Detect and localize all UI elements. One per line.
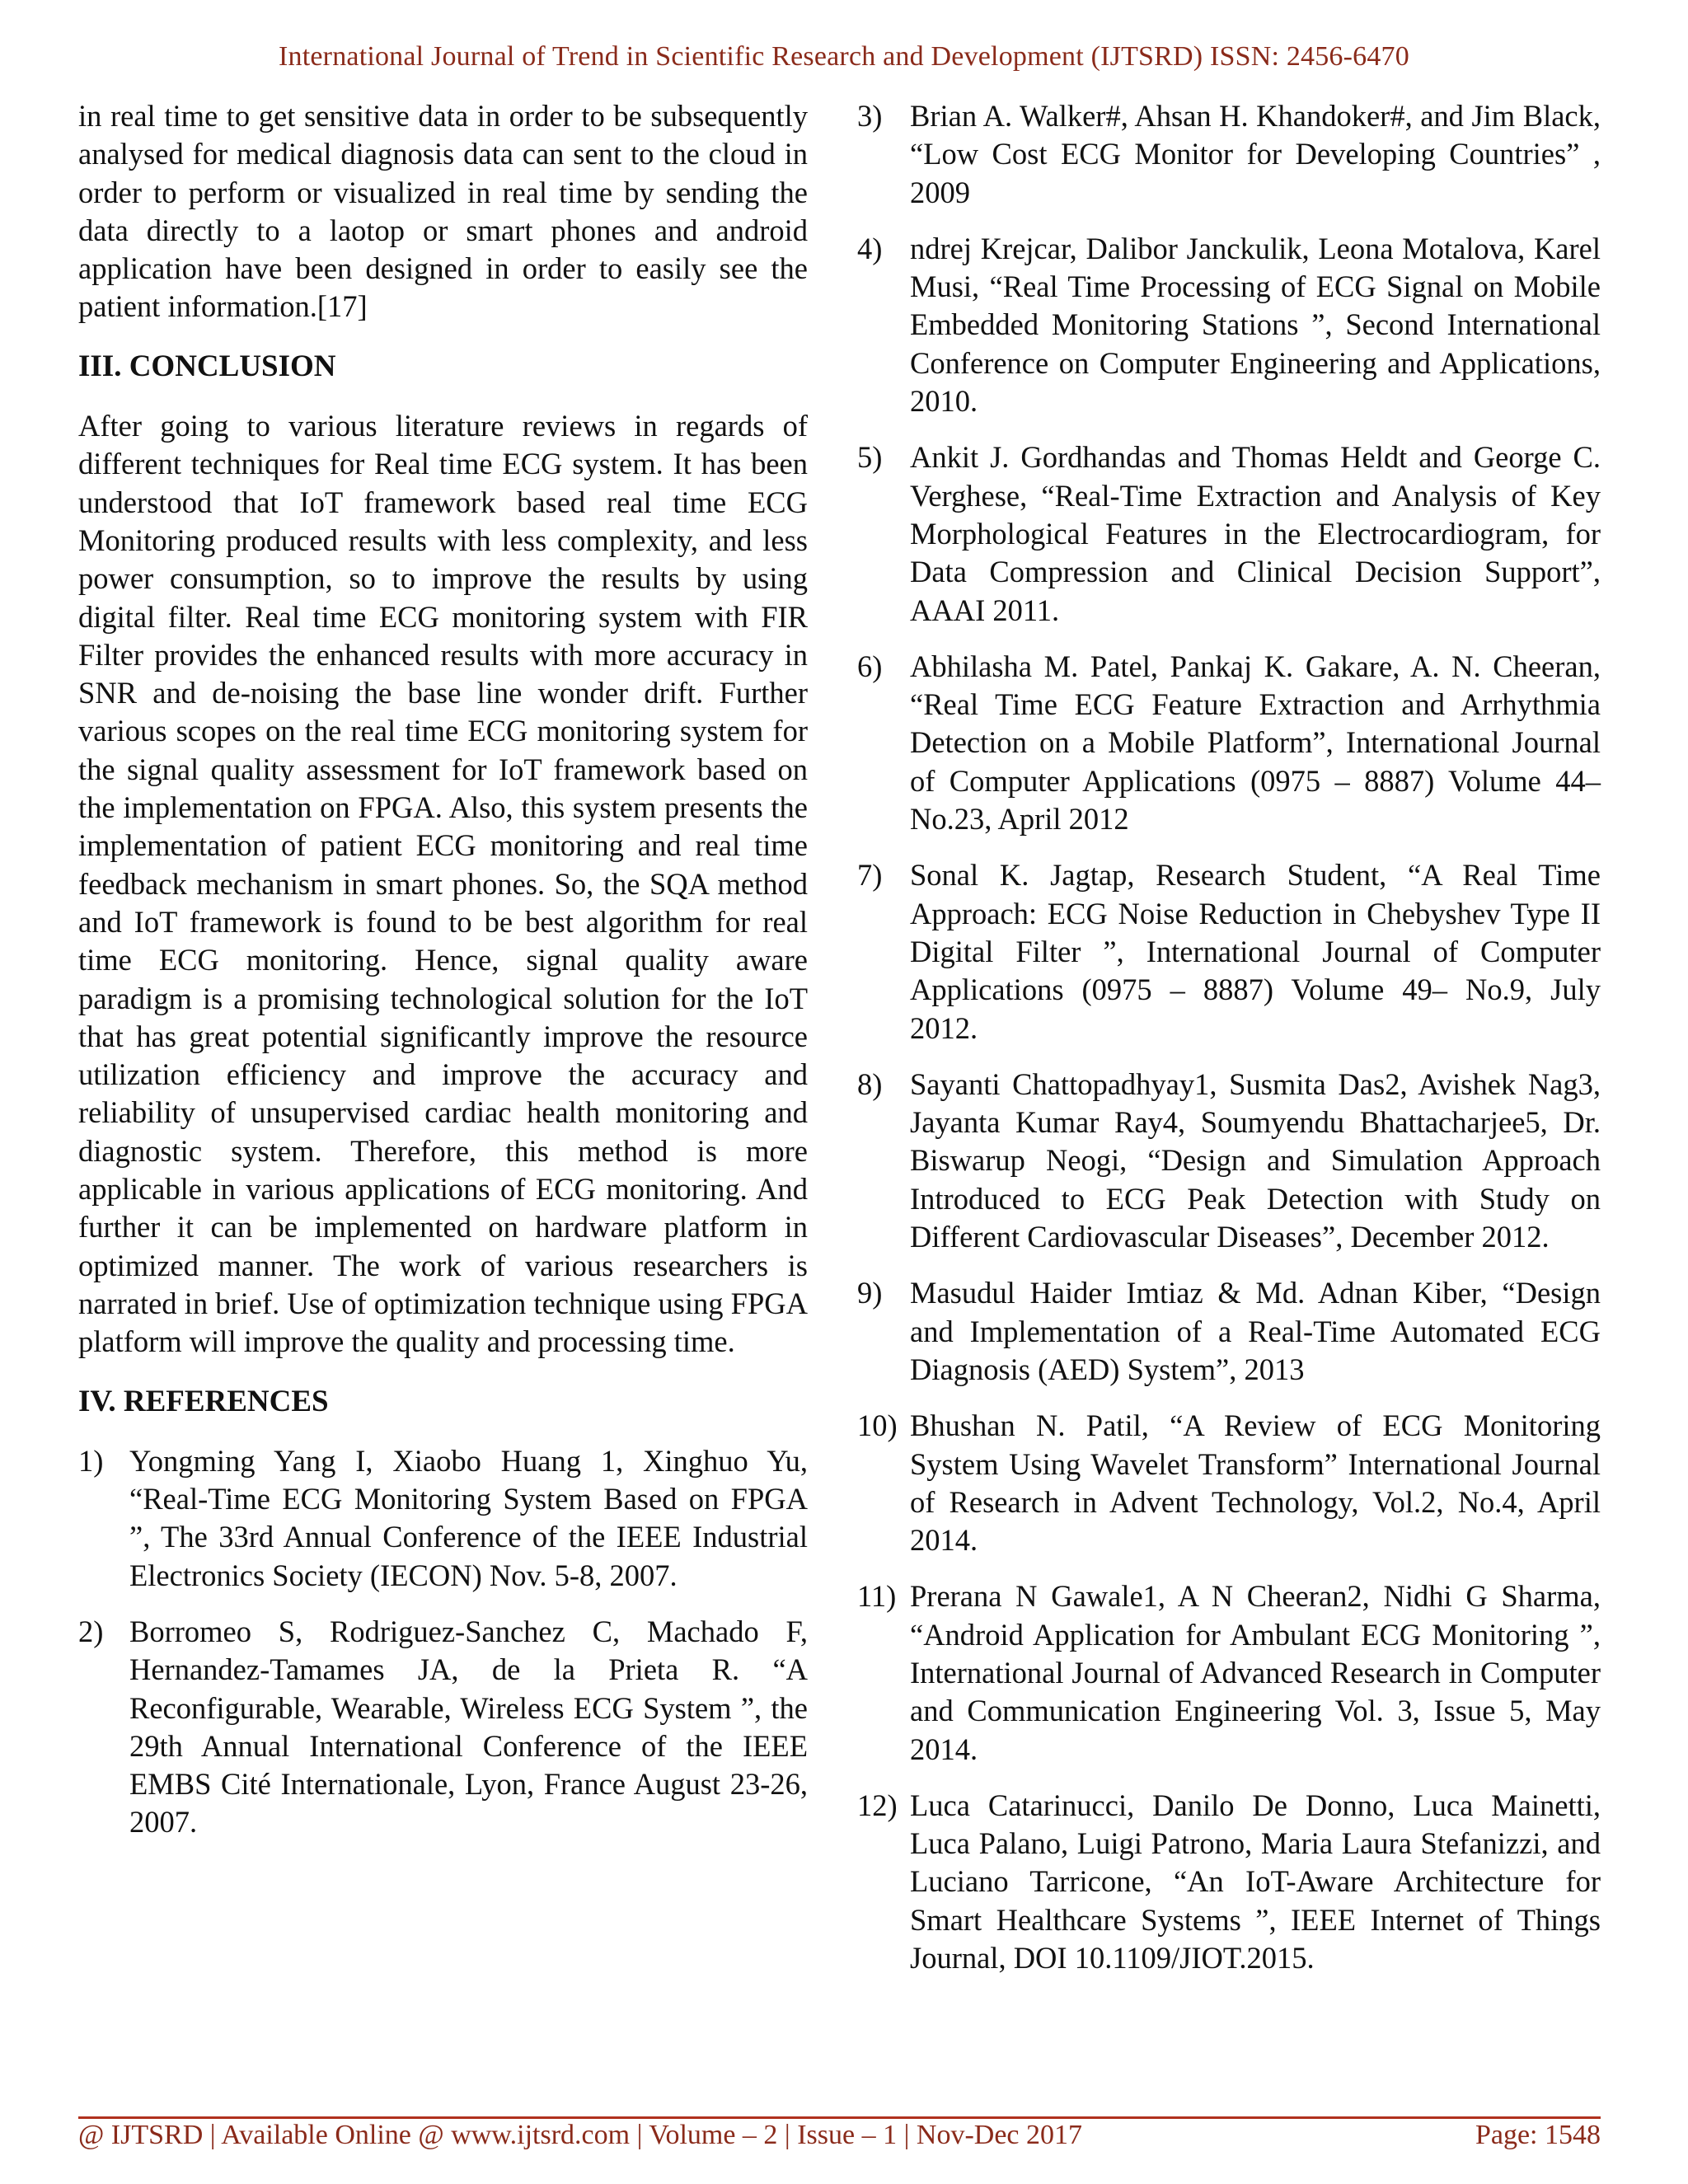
reference-number: 1) bbox=[78, 1443, 104, 1478]
reference-text: Brian A. Walker#, Ahsan H. Khandoker#, and Jim Black, “Low Cost ECG Monitor for Developing Countries” , 2009 bbox=[910, 99, 1601, 209]
reference-item bbox=[857, 438, 1601, 629]
reference-item bbox=[857, 648, 1601, 838]
left-column bbox=[78, 97, 808, 1860]
reference-item bbox=[857, 1274, 1601, 1389]
reference-item bbox=[857, 1066, 1601, 1256]
reference-number: 3) bbox=[857, 99, 883, 133]
reference-number: 8) bbox=[857, 1066, 883, 1101]
reference-list-right bbox=[857, 97, 1601, 1977]
reference-text: Borromeo S, Rodriguez-Sanchez C, Machado F, Hernandez-Tamames JA, de la Prieta R. “A Reconfigurable, Wearable, Wireless ECG System ”, the 29th Annual International Conference of the IEEE EMBS Cité Internationale, Lyon, France August 23-26, 2007. bbox=[129, 1614, 808, 1840]
reference-text: Luca Catarinucci, Danilo De Donno, Luca Mainetti, Luca Palano, Luigi Patrono, Maria Laura Stefanizzi, and Luciano Tarricone, “An IoT-Aware Architecture for Smart Healthcare Systems ”, IEEE Internet of Things Journal, DOI 10.1109/JIOT.2015. bbox=[910, 1788, 1601, 1975]
reference-text: Sayanti Chattopadhyay1, Susmita Das2, Avishek Nag3, Jayanta Kumar Ray4, Soumyendu Bhattacharjee5, Dr. Biswarup Neogi, “Design and Simulation Approach Introduced to ECG Peak Detection with Study on Different Cardiovascular Diseases”, December 2012. bbox=[910, 1066, 1601, 1254]
reference-text: Ankit J. Gordhandas and Thomas Heldt and George C. Verghese, “Real-Time Extraction and Analysis of Key Morphological Features in the Electrocardiogram, for Data Compression and Clinical Decision Support”, AAAI 2011. bbox=[910, 440, 1601, 627]
reference-text: Prerana N Gawale1, A N Cheeran2, Nidhi G Sharma, “Android Application for Ambulant ECG Monitoring ”, International Journal of Advanced Research in Computer and Communication Engineering Vol. 3, Issue 5, May 2014. bbox=[910, 1579, 1601, 1766]
reference-text: ndrej Krejcar, Dalibor Janckulik, Leona Motalova, Karel Musi, “Real Time Processing of ECG Signal on Mobile Embedded Monitoring Stations ”, Second International Conference on Computer Engineering and Applications, 2010. bbox=[910, 231, 1601, 419]
conclusion-heading: III. CONCLUSION bbox=[78, 349, 336, 383]
reference-text: Sonal K. Jagtap, Research Student, “A Real Time Approach: ECG Noise Reduction in Chebyshev Type II Digital Filter ”, International Journal of Computer Applications (0975 – 8887) Volume 49– No.9, July 2012. bbox=[910, 858, 1601, 1045]
reference-item bbox=[857, 856, 1601, 1047]
reference-number: 11) bbox=[857, 1579, 897, 1614]
reference-number: 4) bbox=[857, 231, 883, 265]
reference-item bbox=[78, 1613, 808, 1842]
reference-number: 5) bbox=[857, 440, 883, 475]
reference-item bbox=[857, 230, 1601, 420]
reference-item bbox=[857, 1787, 1601, 1977]
reference-number: 6) bbox=[857, 649, 883, 683]
reference-text: Bhushan N. Patil, “A Review of ECG Monitoring System Using Wavelet Transform” International Journal of Research in Advent Technology, Vol.2, No.4, April 2014. bbox=[910, 1408, 1601, 1558]
footer-publication-info: @ IJTSRD | Available Online @ www.ijtsrd.com | Volume – 2 | Issue – 1 | Nov-Dec 2017 bbox=[78, 2120, 1083, 2150]
page-number: Page: 1548 bbox=[1475, 2120, 1601, 2150]
reference-number: 7) bbox=[857, 858, 883, 893]
reference-item bbox=[857, 1577, 1601, 1768]
reference-item bbox=[78, 1442, 808, 1595]
journal-header: International Journal of Trend in Scientific Research and Development (IJTSRD) ISSN: 2456-6470 bbox=[279, 41, 1409, 72]
page-footer bbox=[78, 2120, 1601, 2151]
conclusion-paragraph: After going to various literature reviews in regards of different techniques for Real time ECG system. It has been understood that IoT framework based real time ECG Monitoring produced results with less complexity, and less power consumption, so to improve the results by using digital filter. Real time ECG monitoring system with FIR Filter provides the enhanced results with more accuracy in SNR and de-noising the base line wonder drift. Further various scopes on the real time ECG monitoring system for the signal quality assessment for IoT framework based on the implementation on FPGA. Also, this system presents the implementation of patient ECG monitoring and real time feedback mechanism in smart phones. So, the SQA method and IoT framework is found to be best algorithm for real time ECG monitoring. Hence, signal quality aware paradigm is a promising technological solution for the IoT that has great potential significantly improve the resource utilization efficiency and improve the accuracy and reliability of unsupervised cardiac health monitoring and diagnostic system. Therefore, this method is more applicable in various applications of ECG monitoring. And further it can be implemented on hardware platform in optimized manner. The work of various researchers is narrated in brief. Use of optimization technique using FPGA platform will improve the quality and processing time. bbox=[78, 409, 808, 1359]
reference-number: 2) bbox=[78, 1614, 104, 1648]
reference-list-left bbox=[78, 1442, 808, 1842]
reference-text: Masudul Haider Imtiaz & Md. Adnan Kiber, “Design and Implementation of a Real-Time Automated ECG Diagnosis (AED) System”, 2013 bbox=[910, 1276, 1601, 1386]
reference-number: 12) bbox=[857, 1788, 898, 1822]
reference-item bbox=[857, 97, 1601, 212]
intro-paragraph: in real time to get sensitive data in order to be subsequently analysed for medical diagnosis data can sent to the cloud in order to perform or visualized in real time by sending the data directly to a laotop or smart phones and android application have been designed in order to easily see the patient information.[17] bbox=[78, 99, 808, 324]
footer-divider bbox=[78, 2116, 1601, 2119]
reference-number: 9) bbox=[857, 1276, 883, 1310]
references-heading: IV. REFERENCES bbox=[78, 1384, 329, 1418]
reference-text: Yongming Yang I, Xiaobo Huang 1, Xinghuo Yu, “Real-Time ECG Monitoring System Based on FPGA ”, The 33rd Annual Conference of the IEEE Industrial Electronics Society (IECON) Nov. 5-8, 2007. bbox=[129, 1443, 808, 1592]
reference-text: Abhilasha M. Patel, Pankaj K. Gakare, A. N. Cheeran, “Real Time ECG Feature Extraction and Arrhythmia Detection on a Mobile Platform”, International Journal of Computer Applications (0975 – 8887) Volume 44– No.23, April 2012 bbox=[910, 649, 1601, 837]
right-column bbox=[857, 97, 1601, 1995]
reference-item bbox=[857, 1407, 1601, 1559]
reference-number: 10) bbox=[857, 1408, 898, 1443]
